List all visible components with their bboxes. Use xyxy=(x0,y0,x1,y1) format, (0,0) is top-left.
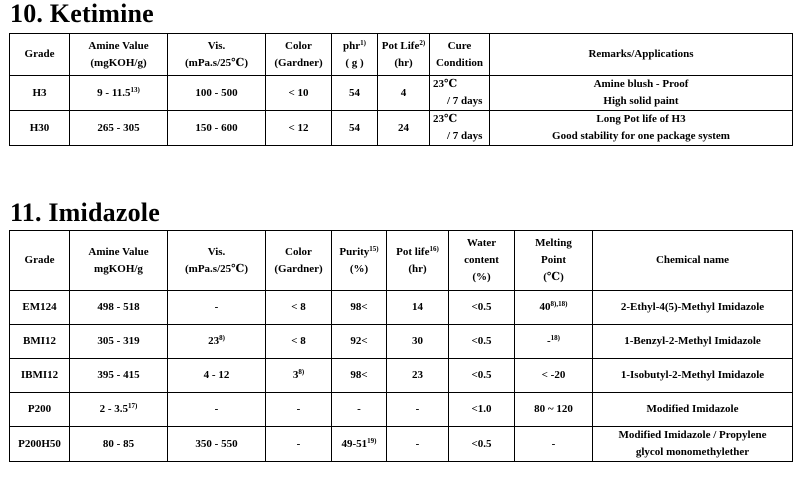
header-pot-life: Pot Life$^{2)}$ (hr) xyxy=(378,34,430,76)
cell-cure-condition: 23℃ / 7 days xyxy=(430,111,490,146)
cell-viscosity: - xyxy=(168,393,266,427)
cell-purity: - xyxy=(332,393,387,427)
header-grade: Grade xyxy=(10,34,70,76)
cell-grade: H30 xyxy=(10,111,70,146)
cell-melting-point: 80 ~ 120 xyxy=(515,393,593,427)
cell-melting-point: $40^{8),18)}$ xyxy=(515,291,593,325)
cell-viscosity: - xyxy=(168,291,266,325)
section-title-imidazole: 11. Imidazole xyxy=(10,198,160,227)
cell-chemical-name: Modified Imidazole xyxy=(593,393,793,427)
cell-viscosity: 150 - 600 xyxy=(168,111,266,146)
header-amine-value: Amine Value (mgKOH/g) xyxy=(70,34,168,76)
cell-amine-value: 9 - 11.5$^{13)}$ xyxy=(70,76,168,111)
cell-viscosity: 23$^{8)}$ xyxy=(168,325,266,359)
header-viscosity: Vis. (mPa.s/25℃) xyxy=(168,231,266,291)
cell-water-content: <1.0 xyxy=(449,393,515,427)
cell-grade: P200H50 xyxy=(10,427,70,462)
header-cure-condition: Cure Condition xyxy=(430,34,490,76)
cell-water-content: <0.5 xyxy=(449,291,515,325)
cell-color: 3$^{8)}$ xyxy=(266,359,332,393)
cell-grade: P200 xyxy=(10,393,70,427)
section-title-ketimine: 10. Ketimine xyxy=(10,0,154,28)
cell-purity: 49-51$^{19)}$ xyxy=(332,427,387,462)
cell-chemical-name: 1-Benzyl-2-Methyl Imidazole xyxy=(593,325,793,359)
cell-melting-point: < -20 xyxy=(515,359,593,393)
cell-pot-life: 14 xyxy=(387,291,449,325)
cell-chemical-name: 2-Ethyl-4(5)-Methyl Imidazole xyxy=(593,291,793,325)
cell-chemical-name: 1-Isobutyl-2-Methyl Imidazole xyxy=(593,359,793,393)
cell-viscosity: 4 - 12 xyxy=(168,359,266,393)
cell-grade: H3 xyxy=(10,76,70,111)
cell-color: < 12 xyxy=(266,111,332,146)
cell-purity: 98< xyxy=(332,359,387,393)
header-melting-point: Melting Point (℃) xyxy=(515,231,593,291)
cell-pot-life: 4 xyxy=(378,76,430,111)
cell-color: - xyxy=(266,393,332,427)
table-row xyxy=(10,111,793,146)
cell-pot-life: - xyxy=(387,393,449,427)
cell-water-content: <0.5 xyxy=(449,325,515,359)
cell-water-content: <0.5 xyxy=(449,359,515,393)
cell-amine-value: 2 - 3.5$^{17)}$ xyxy=(70,393,168,427)
header-water-content: Water content (%) xyxy=(449,231,515,291)
header-purity: Purity$^{15)}$ (%) xyxy=(332,231,387,291)
table-row xyxy=(10,325,793,359)
cell-grade: EM124 xyxy=(10,291,70,325)
cell-chemical-name: Modified Imidazole / Propylene glycol monomethylether xyxy=(593,427,793,462)
table-row xyxy=(10,359,793,393)
cell-pot-life: - xyxy=(387,427,449,462)
cell-phr: 54 xyxy=(332,76,378,111)
header-remarks: Remarks/Applications xyxy=(490,34,793,76)
cell-water-content: <0.5 xyxy=(449,427,515,462)
cell-phr: 54 xyxy=(332,111,378,146)
cell-color: - xyxy=(266,427,332,462)
ketimine-table xyxy=(9,33,793,146)
cell-viscosity: 350 - 550 xyxy=(168,427,266,462)
table-header-row xyxy=(10,231,793,291)
cell-pot-life: 30 xyxy=(387,325,449,359)
cell-remarks: Amine blush - Proof High solid paint xyxy=(490,76,793,111)
header-color: Color (Gardner) xyxy=(266,34,332,76)
header-grade: Grade xyxy=(10,231,70,291)
cell-pot-life: 24 xyxy=(378,111,430,146)
cell-pot-life: 23 xyxy=(387,359,449,393)
cell-grade: IBMI12 xyxy=(10,359,70,393)
cell-viscosity: 100 - 500 xyxy=(168,76,266,111)
cell-color: < 8 xyxy=(266,325,332,359)
table-row xyxy=(10,76,793,111)
cell-amine-value: 80 - 85 xyxy=(70,427,168,462)
header-viscosity: Vis. (mPa.s/25℃) xyxy=(168,34,266,76)
cell-remarks: Long Pot life of H3 Good stability for one package system xyxy=(490,111,793,146)
table-row xyxy=(10,291,793,325)
cell-amine-value: 265 - 305 xyxy=(70,111,168,146)
cell-melting-point: - xyxy=(515,427,593,462)
header-amine-value: Amine Value mgKOH/g xyxy=(70,231,168,291)
cell-amine-value: 395 - 415 xyxy=(70,359,168,393)
cell-purity: 98< xyxy=(332,291,387,325)
cell-purity: 92< xyxy=(332,325,387,359)
cell-amine-value: 305 - 319 xyxy=(70,325,168,359)
cell-color: < 8 xyxy=(266,291,332,325)
cell-grade: BMI12 xyxy=(10,325,70,359)
header-color: Color (Gardner) xyxy=(266,231,332,291)
table-row xyxy=(10,393,793,427)
table-header-row xyxy=(10,34,793,76)
header-phr: phr$^{1)}$ ( g ) xyxy=(332,34,378,76)
cell-cure-condition: 23℃ / 7 days xyxy=(430,76,490,111)
header-chemical-name: Chemical name xyxy=(593,231,793,291)
cell-melting-point: -$^{18)}$ xyxy=(515,325,593,359)
table-row xyxy=(10,427,793,462)
cell-color: < 10 xyxy=(266,76,332,111)
imidazole-table xyxy=(9,230,793,462)
header-pot-life: Pot life$^{16)}$ (hr) xyxy=(387,231,449,291)
cell-amine-value: 498 - 518 xyxy=(70,291,168,325)
